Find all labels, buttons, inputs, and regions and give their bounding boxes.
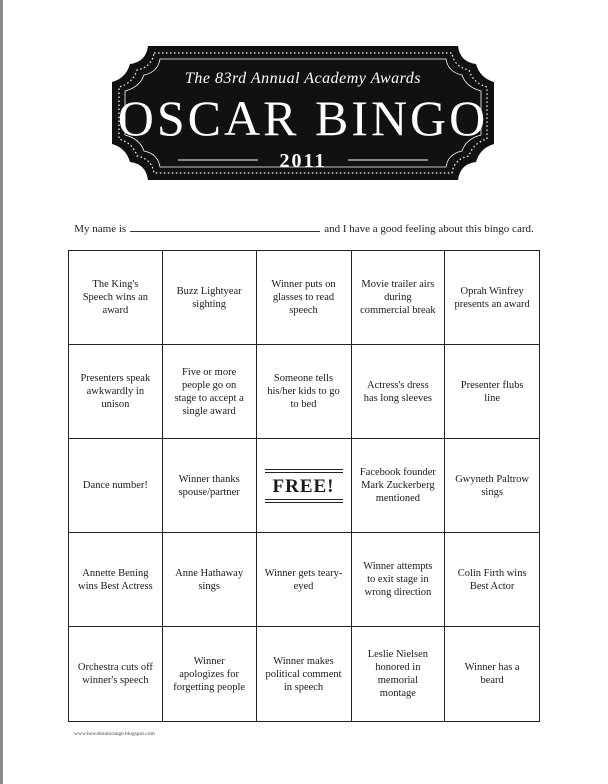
name-blank-field[interactable] [130,221,320,232]
free-space-label: FREE! [272,475,335,497]
bingo-cell[interactable]: Movie trailer airs during commercial break [352,251,446,345]
free-rule [265,469,343,470]
title-banner [108,38,498,188]
banner-title: OSCAR BINGO [117,90,489,146]
bingo-cell[interactable]: Colin Firth wins Best Actor [445,533,539,627]
bingo-cell[interactable]: Oprah Winfrey presents an award [445,251,539,345]
bingo-cell[interactable]: Winner gets teary-eyed [257,533,352,627]
name-line [0,221,608,235]
bingo-cell[interactable]: Winner attempts to exit stage in wrong direction [352,533,446,627]
name-line-prefix: My name is [74,223,127,235]
free-rule [265,472,343,473]
free-rule [265,502,343,503]
bingo-cell[interactable]: Buzz Lightyear sighting [163,251,257,345]
free-space [265,468,343,504]
bingo-cell[interactable]: Gwyneth Paltrow sings [445,439,539,533]
bingo-board [68,250,540,722]
name-line-suffix: and I have a good feeling about this bingo card. [324,223,534,235]
bingo-cell[interactable]: Winner has a beard [464,662,520,686]
bingo-cell[interactable]: Anne Hathaway sings [163,533,257,627]
bingo-cell[interactable]: Five or more people go on stage to accept a single award [163,345,257,439]
banner-year: 2011 [279,150,327,172]
bingo-cell[interactable]: Presenter flubs line [445,345,539,439]
bingo-cell[interactable]: The King's Speech wins an award [69,251,163,345]
bingo-cell[interactable]: Facebook founder Mark Zuckerberg mentioned [352,439,446,533]
bingo-cell[interactable]: Presenters speak awkwardly in unison [69,345,163,439]
page-edge [0,0,3,784]
free-space-cell[interactable] [257,439,352,533]
bingo-cell[interactable]: Winner thanks spouse/partner [163,439,257,533]
footer-url: www.howaboutorange.blogspot.com [74,731,155,737]
bingo-cell[interactable]: Annette Bening wins Best Actress [69,533,163,627]
bingo-cell[interactable]: Someone tells his/her kids to go to bed [257,345,352,439]
free-rule [265,499,343,500]
bingo-cell[interactable]: Winner puts on glasses to read speech [257,251,352,345]
bingo-cell[interactable]: Winner makes political comment in speech [257,627,352,721]
bingo-cell[interactable]: Winner apologizes for forgetting people [163,627,257,721]
bingo-cell[interactable]: Orchestra cuts off winner's speech [69,627,163,721]
bingo-cell[interactable]: Leslie Nielsen honored in memorial montage [352,627,446,721]
bingo-cell[interactable]: Dance number! [69,439,163,533]
banner-subtitle: The 83rd Annual Academy Awards [184,70,422,87]
bingo-cell[interactable]: Actress's dress has long sleeves [352,345,446,439]
